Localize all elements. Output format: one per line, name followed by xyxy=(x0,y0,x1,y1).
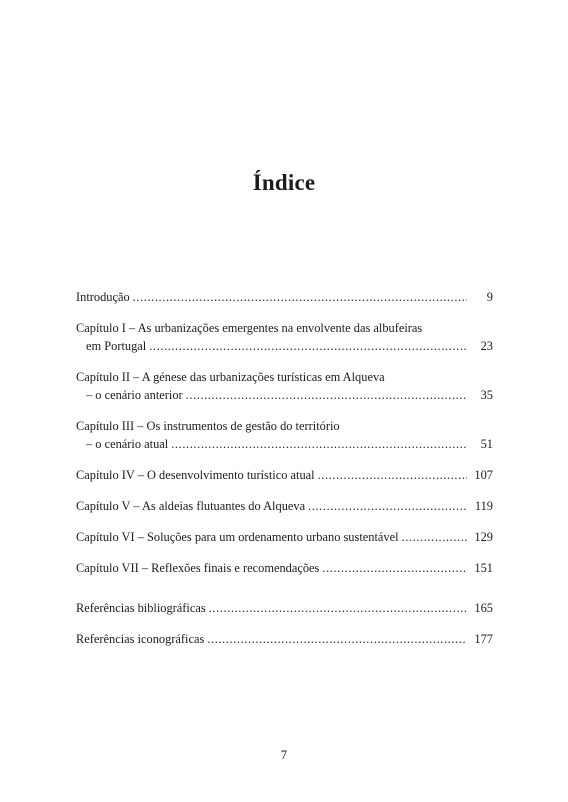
toc-entry-capitulo-4 xyxy=(76,466,493,484)
toc-entry-capitulo-5 xyxy=(76,497,493,515)
toc-line xyxy=(76,630,493,648)
dot-leader xyxy=(186,386,467,404)
toc-line-continuation xyxy=(76,386,493,404)
toc-entry-capitulo-6 xyxy=(76,528,493,546)
toc-page-number: 9 xyxy=(486,290,493,304)
toc-entry-capitulo-7 xyxy=(76,559,493,577)
toc-page-number: 119 xyxy=(474,499,493,513)
toc-entry-title: Capítulo I – As urbanizações emergentes na envolvente das albufeiras xyxy=(76,321,423,335)
toc-entry-capitulo-1 xyxy=(76,319,493,355)
toc-entry-title-continuation: em Portugal xyxy=(86,339,147,353)
dot-leader xyxy=(171,435,467,453)
toc-page-number: 23 xyxy=(480,339,493,353)
toc-entry-title: Capítulo IV – O desenvolvimento turístico atual xyxy=(76,468,315,482)
page-number: 7 xyxy=(280,748,288,762)
dot-leader xyxy=(402,528,467,546)
toc-entry-referencias-iconograficas xyxy=(76,630,493,648)
toc-page-number: 51 xyxy=(480,437,493,451)
toc-entry-title: Capítulo VII – Reflexões finais e recomendações xyxy=(76,561,320,575)
toc-entry-title: Capítulo III – Os instrumentos de gestão do território xyxy=(76,419,340,433)
dot-leader xyxy=(308,497,467,515)
toc-line xyxy=(76,417,493,435)
toc-page-number: 129 xyxy=(474,530,493,544)
toc-line-continuation xyxy=(76,435,493,453)
table-of-contents xyxy=(76,288,493,648)
dot-leader xyxy=(149,337,467,355)
toc-entry-capitulo-3 xyxy=(76,417,493,453)
toc-page-number: 151 xyxy=(474,561,493,575)
toc-line-continuation xyxy=(76,337,493,355)
dot-leader xyxy=(322,559,467,577)
toc-line xyxy=(76,288,493,306)
toc-page-number: 35 xyxy=(480,388,493,402)
dot-leader xyxy=(133,288,467,306)
toc-line xyxy=(76,559,493,577)
toc-entry-title: Referências bibliográficas xyxy=(76,601,206,615)
dot-leader xyxy=(209,599,467,617)
toc-entry-title: Introdução xyxy=(76,290,130,304)
toc-page-number: 177 xyxy=(474,632,493,646)
toc-line xyxy=(76,528,493,546)
toc-line xyxy=(76,599,493,617)
toc-entry-title: Capítulo V – As aldeias flutuantes do Alqueva xyxy=(76,499,306,513)
toc-entry-title-continuation: – o cenário anterior xyxy=(86,388,183,402)
dot-leader xyxy=(318,466,467,484)
toc-line xyxy=(76,319,493,337)
dot-leader xyxy=(207,630,467,648)
toc-line xyxy=(76,368,493,386)
toc-page-number: 165 xyxy=(474,601,493,615)
toc-page-number: 107 xyxy=(474,468,493,482)
toc-entry-title: Capítulo VI – Soluções para um ordenamento urbano sustentável xyxy=(76,530,399,544)
toc-entry-title: Referências iconográficas xyxy=(76,632,205,646)
toc-line xyxy=(76,466,493,484)
toc-entry-referencias-bibliograficas xyxy=(76,599,493,617)
toc-entry-introducao xyxy=(76,288,493,306)
toc-line xyxy=(76,497,493,515)
toc-entry-title: Capítulo II – A génese das urbanizações turísticas em Alqueva xyxy=(76,370,385,384)
toc-entry-capitulo-2 xyxy=(76,368,493,404)
toc-entry-title-continuation: – o cenário atual xyxy=(86,437,169,451)
page-title: Índice xyxy=(252,170,316,195)
